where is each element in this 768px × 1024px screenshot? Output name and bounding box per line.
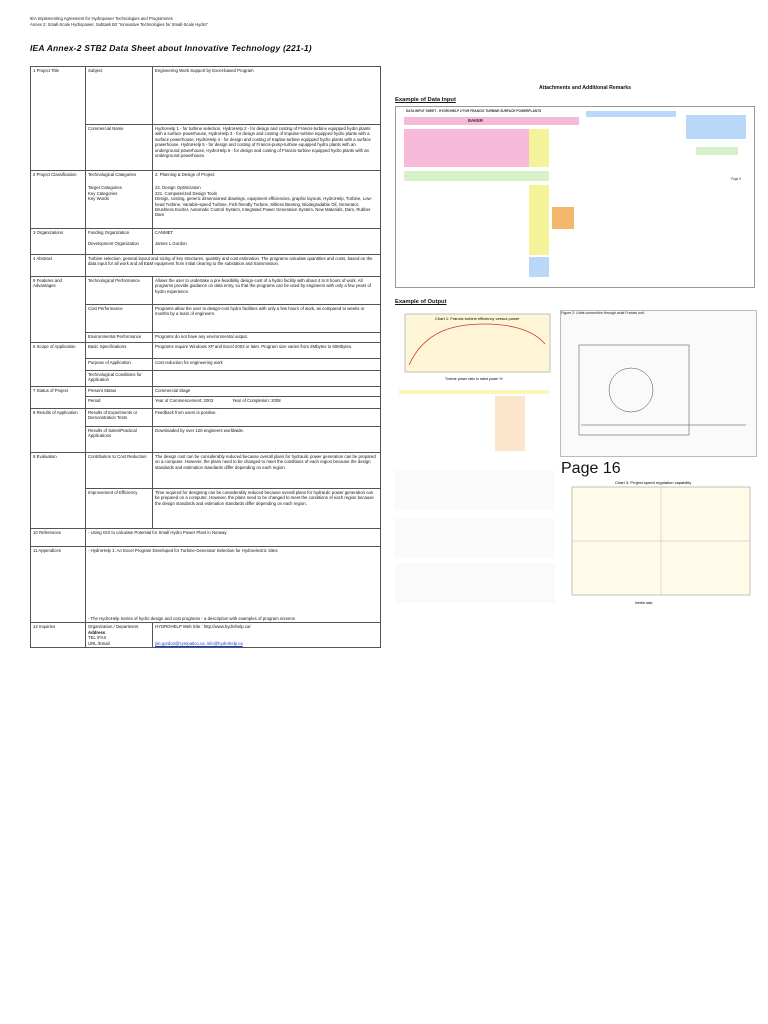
header-line-1: IEA Implementing Agreement for Hydropower Technologies and Programmes xyxy=(30,16,173,21)
abstract-value: Turbine selection, general layout and sizing of key structures, quantity and cost estimation. The programs calculate quantities and costs, based on the data input for all work and all E&M equipment from initial clearing to the substation and transmission. xyxy=(86,255,381,277)
document-header xyxy=(30,16,208,28)
dev-org-label: Development Organization xyxy=(88,241,139,247)
basic-specs-value: Programs require Windows XP and Excel 2003 or later. Program size varies from 2Mbytes to 60Mbytes. xyxy=(153,343,381,359)
email-link[interactable]: jim.gordon@sympatico.ca, info@hydrohelp.ca xyxy=(155,640,243,646)
address-label: Address xyxy=(88,629,106,635)
period-label: Period xyxy=(86,397,153,409)
funding-org-value: CANMET xyxy=(155,230,174,235)
key-words-value: Design, costing, generic dimensioned drawings, equipment efficiencies, graphic layouts, HydroHelp, Turbine, Low-head Turbine, Variable-speed Turbine, Fish-friendly Turbine, Siltless Bearing, Biodegradable Oil, Generator, Brushless Exciter, Automatic Control System, Integrated Power Generation System, New Materials, Dam, Rubber Dam xyxy=(155,196,373,218)
status-label: 7 Status of Project xyxy=(31,387,86,409)
inquiries-label: 12 Inquiries xyxy=(31,623,86,648)
tel-fax-label: TEL /FAX xyxy=(88,635,107,641)
tech-categories-label: Technological Categories xyxy=(88,172,137,177)
chart-1-title: Chart 1: Francis turbine efficiency versus power xyxy=(435,316,520,321)
sales-label: Results of Sales/Practical Applications xyxy=(86,427,153,453)
contribution-value: The design cost can be considerably reduced because overall plans for hydraulic power generation can be prepared on a computer. However, the plans need to be changed to meet the conditions of each region because the design standards and estimation standards differ depending on each region. xyxy=(153,453,381,489)
page-16-label: Page 16 xyxy=(561,460,621,477)
data-sheet-table xyxy=(30,66,381,648)
commercial-name-value: HydroHelp 1 - for turbine selection, HydroHelp 2 - for design and costing of Francis-turbine equipped hydro plants with a surface powerhouse, HydroHelp 3 - for design and costing of impulse-turbine equipped hydro plants with a surface powerhouse, HydroHelp 4 - for design and costing of Kaplan-turbine equipped hydro plants with a surface powerhouse, HydroHelp 5 - for design and costing of Francis-pump-turbine equipped hydro plants with an underground powerhouse, HydroHelp 6 - for design and costing of Francis-turbine equipped hydro plants with an underground powerhouse. xyxy=(153,125,381,171)
improvement-value: Time required for designing can be considerably reduced because overall plans for hydraulic power generation can be prepared on a computer. However, the plans need to be changed to meet the conditions of each region because the design standards and estimation standards differ depending on each region. xyxy=(153,489,381,529)
completion-year: Year of Completion: 2008 xyxy=(232,398,281,403)
input-heading: Example of Data Input xyxy=(395,97,456,103)
tech-categories-value: 2. Planning & Design of Project xyxy=(155,172,215,177)
purpose-label: Purpose of Application xyxy=(86,359,153,371)
sales-value: Downloaded by over 120 engineers worldwide. xyxy=(153,427,381,453)
key-words-label: Key Words xyxy=(88,196,109,202)
present-status-label: Present Status xyxy=(86,387,153,397)
org-dept-value[interactable]: HYDROHELP Web Site : http://www.hydrohelp.ca/ xyxy=(155,624,251,630)
tech-performance-value: Allows the user to undertake a pre-feasibility design-cost of a hydro facility with about 4 to 8 hours of work. All programs provide guidance on data entry, so that the programs can be used by engineers with only a few years of hydro experience. xyxy=(153,277,381,305)
classification-label: 2 Project Classification xyxy=(31,171,86,229)
target-categories-value: 22. Design Optimization xyxy=(155,185,201,191)
document-title: IEA Annex-2 STB2 Data Sheet about Innovative Technology (221-1) xyxy=(30,43,312,53)
inquiries-labels xyxy=(86,623,153,648)
purpose-value: Cost reduction for engineering work xyxy=(153,359,381,371)
output-cost-table xyxy=(395,388,555,453)
key-categories-label: Key Categories xyxy=(88,190,118,196)
cost-sheet-2 xyxy=(395,518,555,558)
cost-performance-label: Cost Performance xyxy=(86,305,153,333)
subject-value: Engineering Work Support by Excel-based Program xyxy=(153,67,381,125)
input-sheet-title: DATA INPUT SHEET - HYDROHELP 2 FOR FRANCIS TURBINE SURFACE POWERPLANTS xyxy=(406,109,542,113)
present-status-value: Commercial Stage xyxy=(153,387,381,397)
appendices-value xyxy=(86,547,381,623)
output-heading: Example of Output xyxy=(395,299,447,305)
appendices-label: 11 Appendices xyxy=(31,547,86,623)
appendix-2: - The HydroHelp Series of hydro design and cost programs - a description with examples of program screens xyxy=(88,616,295,621)
env-performance-value: Programs do not have any environmental output. xyxy=(153,333,381,343)
organizations-labels xyxy=(86,229,153,255)
organizations-values xyxy=(153,229,381,255)
env-performance-label: Environmental Performance xyxy=(86,333,153,343)
results-label: 8 Results of Application xyxy=(31,409,86,453)
cost-performance-value: Programs allow the user to design-cost hydro facilities with only a few hours of work, as compared to weeks or months by a team of engineers. xyxy=(153,305,381,333)
basic-specs-label: Basic Specifications xyxy=(86,343,153,359)
contribution-label: Contribution to Cost Reduction xyxy=(86,453,153,489)
project-title-label: 1 Project Title xyxy=(31,67,86,171)
tech-performance-label: Technological Performance xyxy=(86,277,153,305)
conditions-value xyxy=(153,371,381,387)
chart-1-xlabel: Turbine power ratio to rated power % xyxy=(445,377,503,381)
chart-1-svg xyxy=(395,310,555,384)
input-sheet-name: BAKER xyxy=(468,118,483,123)
attachments-title: Attachments and Additional Remarks xyxy=(538,85,632,91)
references-value: - Using GIS to calculate Potential for Small Hydro Power Plant in Norway xyxy=(86,529,381,547)
chart-3 xyxy=(560,477,755,607)
improvement-label: Improvement of Efficiency xyxy=(86,489,153,529)
scope-label: 6 Scope of Application xyxy=(31,343,86,387)
subject-label: Subject xyxy=(86,67,153,125)
funding-org-label: Funding Organization xyxy=(88,230,130,235)
conditions-label: Technological Conditions for Application xyxy=(86,371,153,387)
cost-sheet-1 xyxy=(395,470,555,510)
period-value xyxy=(153,397,381,409)
figure-2-svg xyxy=(561,315,756,455)
chart-3-title: Chart 3: Project speed regulation capability xyxy=(615,480,692,485)
classification-values xyxy=(153,171,381,229)
chart-3-xlabel: Inertia ratio xyxy=(635,601,653,605)
commencement-year: Year of Commencement: 2003 xyxy=(155,398,214,403)
organizations-label: 3 Organizations xyxy=(31,229,86,255)
dev-org-value: James L.Gordon xyxy=(155,241,187,247)
cost-sheet-3 xyxy=(395,563,555,603)
commercial-name-label: Commercial Name xyxy=(86,125,153,171)
org-dept-label: Organization / Department xyxy=(88,624,139,630)
experiments-value: Feedback from users is positive. xyxy=(153,409,381,427)
chart-3-svg xyxy=(560,477,755,607)
features-label: 5 Features and Advantages xyxy=(31,277,86,343)
chart-1 xyxy=(395,310,555,384)
appendix-1: - HydroHelp 1: An Excel Program Developed for Turbine-Generator Selection for Hydroelectric Sites xyxy=(88,548,278,553)
experiments-label: Results of Experiments or Demonstration Tests xyxy=(86,409,153,427)
figure-2-title: Figure 2: Units connection through axial Francis unit. xyxy=(561,311,645,315)
target-categories-label: Target Categories xyxy=(88,185,122,191)
url-email-label: URL /Email xyxy=(88,640,110,646)
inquiries-values xyxy=(153,623,381,648)
evaluation-label: 9 Evaluation xyxy=(31,453,86,529)
classification-labels xyxy=(86,171,153,229)
data-input-sheet xyxy=(395,106,755,288)
key-categories-value: 221. Computerized Design Tools xyxy=(155,190,218,196)
references-label: 10 References xyxy=(31,529,86,547)
figure-2-drawing xyxy=(560,310,757,477)
header-line-2: Annex 2: Small-Scale Hydropower, Subtask B2 "Innovative Technologies for Small-Scale Hydro" xyxy=(30,22,208,27)
abstract-label: 4 Abstract xyxy=(31,255,86,277)
page-5-label: Page 5 xyxy=(731,177,742,181)
